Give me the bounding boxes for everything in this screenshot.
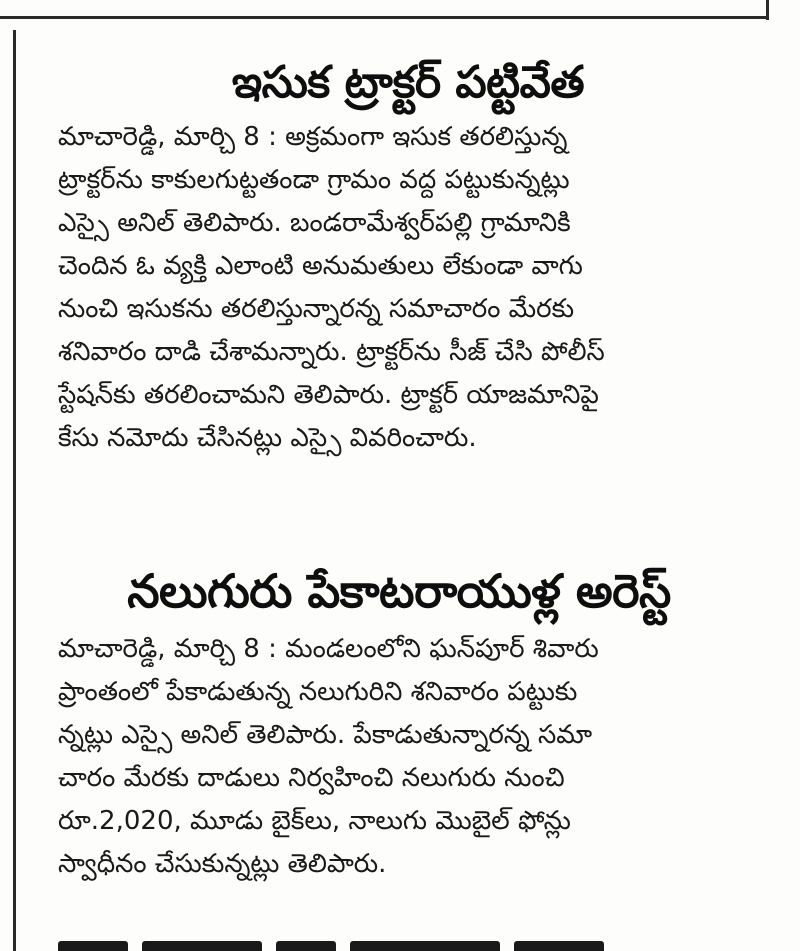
body-line: స్వాధీనం చేసుకున్నట్లు తెలిపారు. — [58, 849, 387, 879]
left-column-rule — [13, 30, 16, 951]
body-line: ట్రాక్టర్‌ను కాకులగుట్టతండా గ్రామం వద్ద పట్టుకున్నట్లు — [58, 165, 570, 195]
body-line: మాచారెడ్డి, మార్చి 8 : మండలంలోని ఘన్‌పూర్ శివారు — [58, 634, 599, 664]
article-headline: నలుగురు పేకాటరాయుళ్ల అరెస్ట్ — [127, 564, 671, 618]
body-line: చారం మేరకు దాడులు నిర్వహించి నలుగురు నుంచి — [58, 763, 565, 793]
article-body — [58, 628, 758, 886]
body-line: రూ.2,020, మూడు బైక్‌లు, నాలుగు మొబైల్ ఫోన్లు — [58, 806, 571, 836]
body-line: శనివారం దాడి చేశామన్నారు. ట్రాక్టర్‌ను సీజ్ చేసి పోలీస్ — [58, 337, 605, 367]
body-line: స్టేషన్‌కు తరలించామని తెలిపారు. ట్రాక్టర్ యాజమానిపై — [58, 380, 599, 410]
article-card-players-arrest — [58, 560, 758, 886]
article-body — [58, 116, 758, 460]
right-column-rule — [766, 0, 769, 20]
body-line: కేసు నమోదు చేసినట్లు ఎస్సై వివరించారు. — [58, 423, 477, 453]
top-column-rule — [0, 16, 766, 19]
body-line: చెందిన ఓ వ్యక్తి ఎలాంటి అనుమతులు లేకుండా వాగు — [58, 251, 583, 281]
body-line: నుంచి ఇసుకను తరలిస్తున్నారన్న సమాచారం మేరకు — [58, 294, 575, 324]
body-line: ప్రాంతంలో పేకాడుతున్న నలుగురిని శనివారం పట్టుకు — [58, 677, 578, 707]
article-headline: ఇసుక ట్రాక్టర్ పట్టివేత — [231, 57, 585, 108]
body-line: మాచారెడ్డి, మార్చి 8 : అక్రమంగా ఇసుక తరలిస్తున్న — [58, 122, 568, 152]
body-line: న్నట్లు ఎస్సై అనిల్ తెలిపారు. పేకాడుతున్నారన్న సమా — [58, 720, 593, 750]
body-line: ఎస్సై అనిల్ తెలిపారు. బండరామేశ్వర్‌పల్లి గ్రామానికి — [58, 208, 571, 238]
article-sand-tractor-seized — [58, 52, 758, 460]
cropped-next-headline — [58, 936, 738, 951]
